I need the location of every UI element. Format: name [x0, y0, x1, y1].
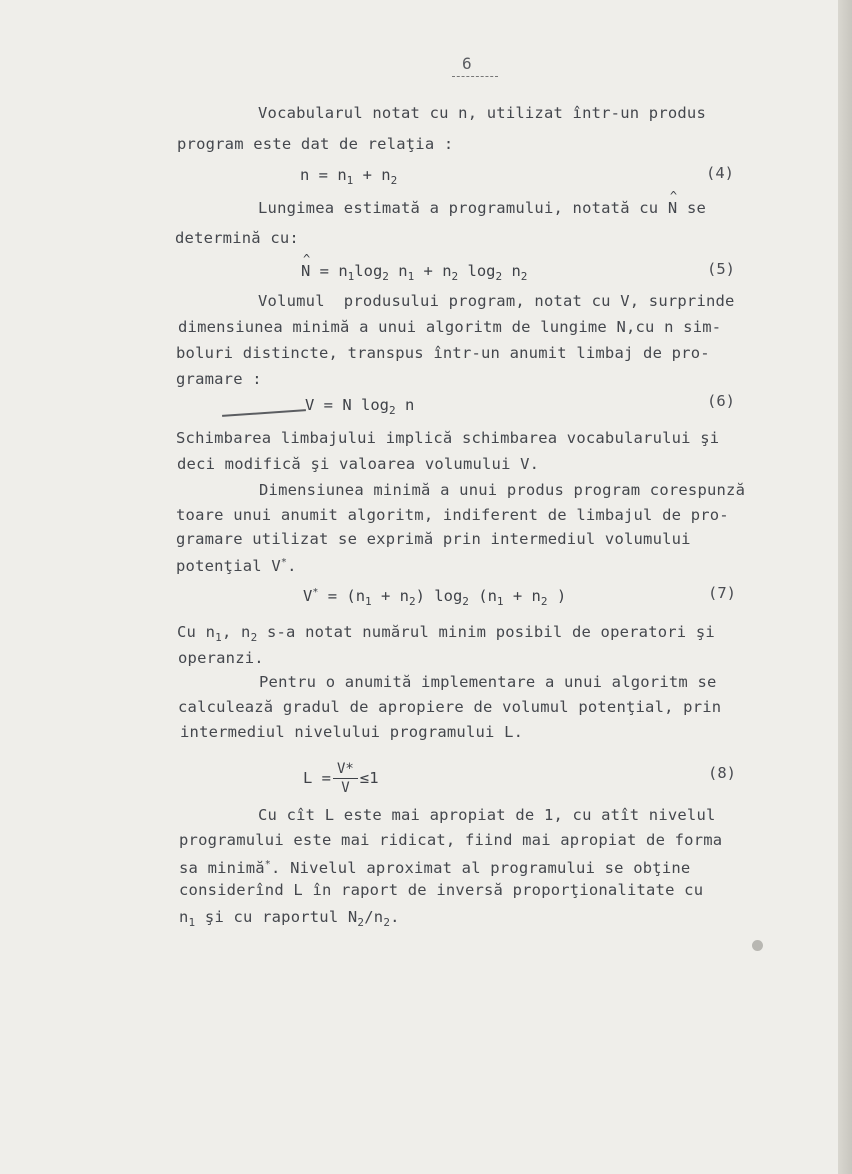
eq5-n1: n: [388, 262, 408, 280]
eq8-numerator: V*: [333, 760, 358, 779]
equation-8-number: (8): [708, 764, 736, 782]
equation-7-number: (7): [708, 584, 736, 602]
eq5-nhat: ^ N: [301, 262, 310, 280]
eq5-eq: = n: [310, 262, 348, 280]
eq8-rhs: ≤1: [359, 769, 379, 787]
text-line-3: [258, 199, 706, 217]
eq4-sub1: 1: [346, 174, 354, 187]
text-line-23: considerînd L în raport de inversă proporţionalitate cu: [179, 881, 704, 899]
page-edge: [838, 0, 852, 1174]
text-line-9: Schimbarea limbajului implică schimbarea vocabularului şi: [176, 429, 720, 447]
eq7-j: + n: [503, 587, 541, 605]
line3-tail: se: [686, 199, 707, 217]
eq7-e: 2: [409, 595, 416, 608]
eq7-star: *: [312, 587, 319, 598]
eq5-plus: + n: [414, 262, 452, 280]
text-line-17: Pentru o anumită implementare a unui algoritm se: [259, 673, 717, 691]
eq5-s2: 2: [382, 270, 389, 283]
eq7-b: = (n: [318, 587, 366, 605]
line24-b: şi cu raportul N: [195, 908, 358, 926]
eq6-text: V = N log: [305, 396, 389, 414]
eq7-h: (n: [468, 587, 497, 605]
line24-s3: 2: [383, 916, 391, 929]
text-line-11: Dimensiunea minimă a unui produs program corespunză: [259, 481, 746, 499]
text-line-1: Vocabularul notat cu n, utilizat într-un produs: [258, 104, 706, 122]
text-line-4: determină cu:: [175, 229, 299, 247]
line24-s1: 1: [188, 916, 196, 929]
text-line-7: boluri distincte, transpus într-un anumit limbaj de pro-: [176, 344, 710, 362]
eq7-i: 1: [496, 595, 504, 608]
line22-text: sa minimă: [179, 859, 265, 877]
eq6-s1: 2: [389, 404, 396, 417]
equation-6: [305, 396, 414, 420]
text-line-22: [179, 856, 690, 877]
line15-d: s-a notat numărul minim posibil de operatori şi: [257, 623, 715, 641]
eq8-denominator: V: [341, 780, 350, 796]
eq7-l: ): [547, 587, 567, 605]
text-line-13: gramare utilizat se exprimă prin intermediul volumului: [176, 530, 691, 548]
equation-4: [300, 166, 397, 190]
text-line-10: deci modifică şi valoarea volumului V.: [177, 455, 540, 473]
line24-s2: 2: [357, 916, 365, 929]
text-line-15: [177, 623, 715, 647]
hand-stroke-mark: [222, 409, 306, 417]
text-line-8: gramare :: [176, 370, 262, 388]
eq7-d: + n: [371, 587, 409, 605]
line14-text: potenţial V: [176, 557, 281, 575]
equation-6-number: (6): [707, 392, 735, 410]
eq5-log1: log: [354, 262, 383, 280]
text-line-19: intermediul nivelului programului L.: [180, 723, 524, 741]
text-line-24: [179, 908, 400, 932]
text-line-14: [176, 554, 297, 575]
eq5-s4: 2: [451, 270, 459, 283]
line15-s2: 2: [250, 631, 258, 644]
line24-d: /n: [364, 908, 384, 926]
eq6-tail: n: [395, 396, 415, 414]
text-line-5: Volumul produsului program, notat cu V, surprinde: [258, 292, 735, 310]
page-number-rule: [452, 76, 498, 77]
eq4-lhs: n = n: [300, 166, 347, 184]
line14-star: *: [280, 557, 288, 568]
text-line-18: calculează gradul de apropiere de volumul potenţial, prin: [178, 698, 722, 716]
equation-4-number: (4): [706, 164, 734, 182]
equation-5-number: (5): [707, 260, 735, 278]
equation-8: [303, 760, 379, 797]
eq7-c: 1: [365, 595, 372, 608]
page-number: 6: [462, 54, 472, 73]
equation-5: [301, 262, 527, 286]
eq7-g: 2: [462, 595, 469, 608]
line15-b: , n: [221, 623, 251, 641]
line3-nhat: ^ N: [668, 199, 678, 217]
equation-7: [303, 584, 566, 611]
line22-star: *: [264, 859, 272, 870]
line15-a: Cu n: [177, 623, 216, 641]
eq4-sub2: 2: [390, 174, 398, 187]
line22-end: . Nivelul aproximat al programului se obţine: [271, 859, 691, 877]
eq4-mid: + n: [353, 166, 391, 184]
eq5-log2: log: [458, 262, 496, 280]
eq8-fraction: [333, 760, 358, 797]
eq7-f: ) log: [415, 587, 463, 605]
text-line-12: toare unui anumit algoritm, indiferent de limbajul de pro-: [176, 506, 729, 524]
ink-smudge: [752, 940, 763, 951]
eq7-k: 2: [540, 595, 548, 608]
eq5-s1: 1: [347, 270, 355, 283]
eq5-s6: 2: [520, 270, 528, 283]
line15-s1: 1: [215, 631, 222, 644]
line24-n: n: [179, 908, 189, 926]
text-line-20: Cu cît L este mai apropiat de 1, cu atît nivelul: [258, 806, 716, 824]
line3-text: Lungimea estimată a programului, notată cu: [258, 199, 659, 217]
eq5-s5: 2: [495, 270, 503, 283]
line24-f: .: [390, 908, 400, 926]
eq5-n2: n: [502, 262, 521, 280]
text-line-21: programului este mai ridicat, fiind mai apropiat de forma: [179, 831, 723, 849]
text-line-16: operanzi.: [178, 649, 264, 667]
eq8-lhs: L =: [303, 769, 331, 787]
eq5-s3: 1: [407, 270, 415, 283]
text-line-2: program este dat de relaţia :: [177, 135, 454, 153]
line14-end: .: [287, 557, 297, 575]
text-line-6: dimensiunea minimă a unui algoritm de lungime N,cu n sim-: [178, 318, 722, 336]
eq7-a: V: [303, 587, 313, 605]
